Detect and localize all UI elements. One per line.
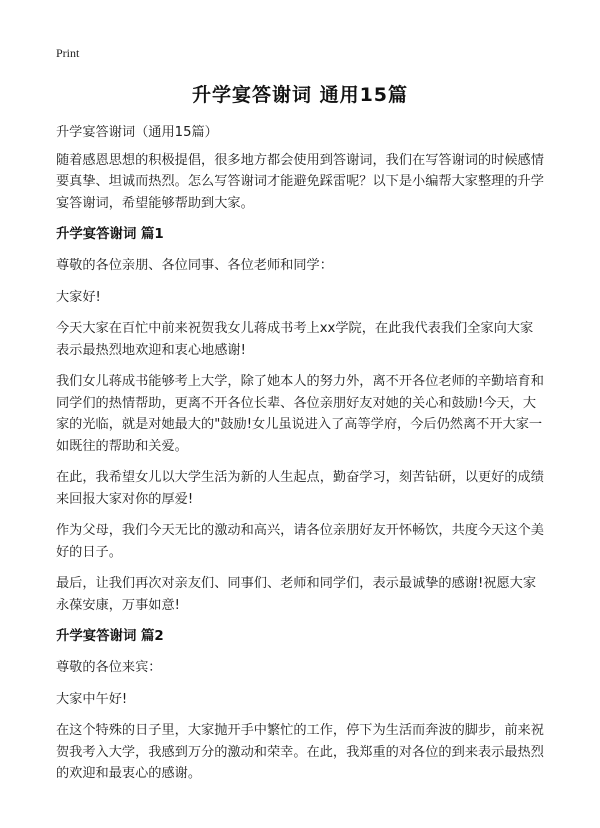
paragraph: 今天大家在百忙中前来祝贺我女儿蒋成书考上xx学院，在此我代表我们全家向大家表示最热烈地欢迎和衷心地感谢! <box>56 321 534 358</box>
paragraph: 在此，我希望女儿以大学生活为新的人生起点，勤奋学习，刻苦钻研，以更好的成绩来回报大家对你的厚爱! <box>56 470 544 507</box>
section-heading: 升学宴答谢词 篇2 <box>56 629 164 644</box>
page-title: 升学宴答谢词 通用15篇 <box>191 84 409 106</box>
paragraph: 大家好! <box>56 289 101 305</box>
paragraph: 在这个特殊的日子里，大家抛开手中繁忙的工作，停下为生活而奔波的脚步，前来祝贺我考入大学，我感到万分的激动和荣幸。在此，我郑重的对各位的到来表示最热烈的欢迎和最衷心的感谢。 <box>56 723 544 781</box>
print-link[interactable]: Print <box>56 46 80 60</box>
paragraph: 大家中午好! <box>56 691 128 707</box>
paragraph: 我们女儿蒋成书能够考上大学，除了她本人的努力外，离不开各位老师的辛勤培育和同学们的热情帮助，更离不开各位长辈、各位亲朋好友对她的关心和鼓励!今天，大家的光临，就是对她最大的"鼓励!女儿虽说进入了高等学府，今后仍然离不开大家一如既往的帮助和关爱。 <box>56 374 544 454</box>
paragraph: 作为父母，我们今天无比的激动和高兴，请各位亲朋好友开怀畅饮，共度今天这个美好的日子。 <box>56 523 544 560</box>
article-body <box>56 122 546 795</box>
paragraph: 尊敬的各位来宾： <box>56 660 162 675</box>
section-heading: 升学宴答谢词 篇1 <box>56 227 164 242</box>
paragraph: 尊敬的各位亲朋、各位同事、各位老师和同学： <box>56 258 333 273</box>
article-subtitle: 升学宴答谢词（通用15篇） <box>56 125 218 140</box>
paragraph: 最后，让我们再次对亲友们、同事们、老师和同学们，表示最诚挚的感谢!祝愿大家永葆安康，万事如意! <box>56 576 537 613</box>
intro-paragraph: 随着感恩思想的积极提倡，很多地方都会使用到答谢词，我们在写答谢词的时候感情要真挚、坦诚而热烈。怎么写答谢词才能避免踩雷呢？以下是小编帮大家整理的升学宴答谢词，希望能够帮助到大家。 <box>56 152 544 211</box>
